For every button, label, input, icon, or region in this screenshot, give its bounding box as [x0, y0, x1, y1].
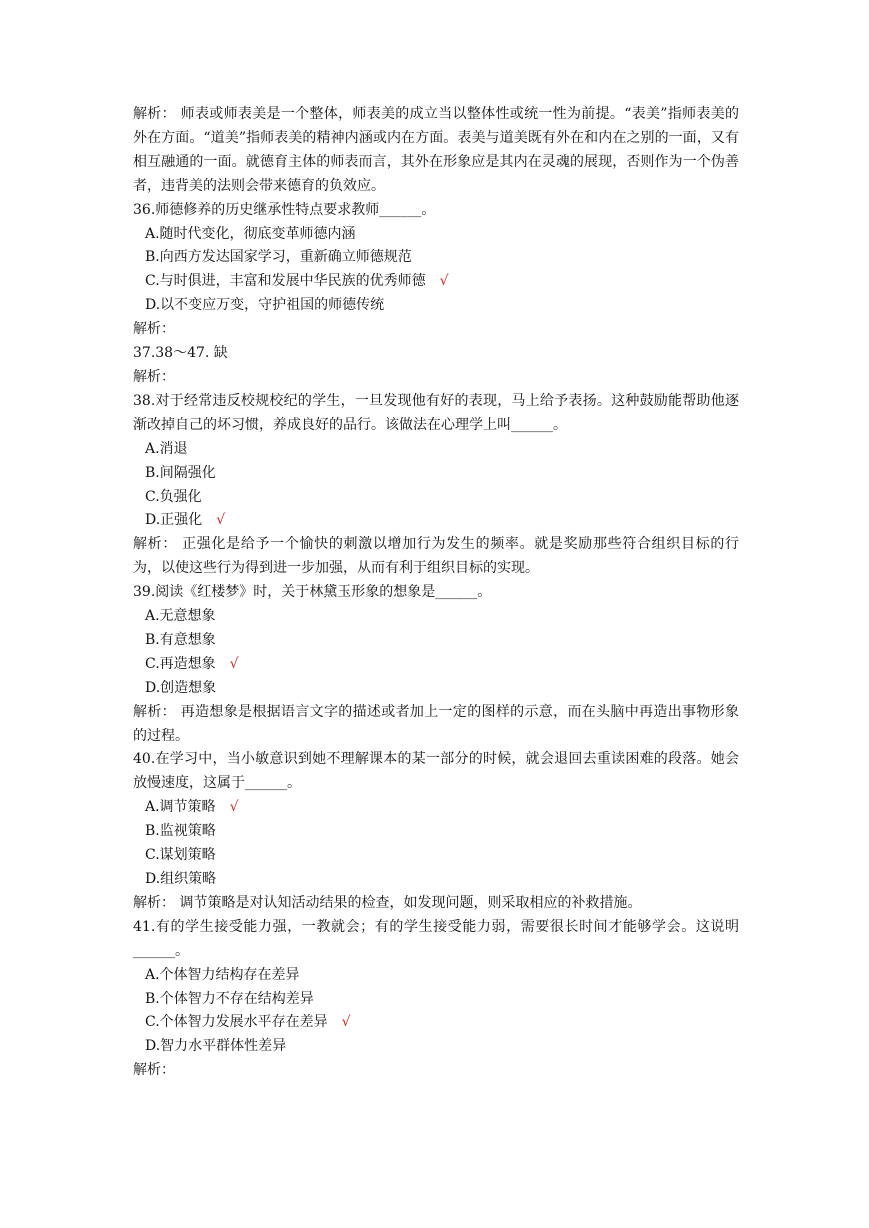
- answer-option: [133, 677, 739, 701]
- text-line: 37.38～47. 缺: [133, 345, 228, 362]
- option-text: A.消退: [145, 440, 188, 457]
- answer-option: [133, 796, 739, 820]
- option-text: A.无意想象: [145, 608, 216, 625]
- option-text: C.再造想象: [145, 655, 216, 672]
- correct-answer-check-icon: √: [341, 1014, 351, 1031]
- option-text: A.个体智力结构存在差异: [145, 966, 300, 983]
- option-text: C.个体智力发展水平存在差异: [145, 1014, 328, 1031]
- correct-answer-check-icon: √: [439, 273, 449, 290]
- answer-option: [133, 629, 739, 653]
- answer-option: [133, 462, 739, 486]
- answer-option: [133, 270, 739, 294]
- question-stem: 36.师德修养的历史继承性特点要求教师______。: [133, 201, 436, 218]
- option-text: D.正强化: [145, 512, 203, 529]
- question-stem: 39.阅读《红楼梦》时，关于林黛玉形象的想象是______。: [133, 584, 492, 601]
- explanation-paragraph: 解析： 师表或师表美是一个整体，师表美的成立当以整体性或统一性为前提。“表美”指师表美的外在方面。“道美”指师表美的精神内涵或内在方面。表美与道美既有外在和内在之别的一面，又有相互融通的一面。就德育主体的师表而言，其外在形象应是其内在灵魂的展现，否则作为一个伪善者，违背美的法则会带来德育的负效应。: [133, 106, 739, 194]
- option-text: B.有意想象: [145, 631, 216, 648]
- answer-option: [133, 820, 739, 844]
- option-text: D.组织策略: [145, 871, 217, 887]
- correct-answer-check-icon: √: [229, 799, 239, 816]
- answer-option: [133, 509, 739, 533]
- option-text: A.调节策略: [145, 799, 216, 816]
- answer-option: [133, 844, 739, 868]
- option-text: B.监视策略: [145, 823, 216, 840]
- option-text: C.负强化: [145, 488, 202, 505]
- answer-option: [133, 294, 739, 318]
- question-stem: 40.在学习中，当小敏意识到她不理解课本的某一部分的时候，就会退回去重读困难的段落。她会放慢速度，这属于______。: [133, 751, 739, 792]
- answer-option: [133, 988, 739, 1012]
- answer-option: [133, 1035, 739, 1059]
- explanation-paragraph: 解析： 正强化是给予一个愉快的刺激以增加行为发生的频率。就是奖励那些符合组织目标的行为，以使这些行为得到进一步加强，从而有利于组织目标的实现。: [133, 536, 739, 577]
- option-text: D.以不变应万变，守护祖国的师德传统: [145, 297, 385, 314]
- option-text: B.向西方发达国家学习，重新确立师德规范: [145, 249, 412, 266]
- answer-option: [133, 223, 739, 247]
- option-text: B.个体智力不存在结构差异: [145, 990, 314, 1007]
- option-text: A.随时代变化，彻底变革师德内涵: [145, 225, 356, 242]
- question-stem: 41.有的学生接受能力强，一教就会；有的学生接受能力弱，需要很长时间才能够学会。这说明______。: [133, 918, 739, 959]
- answer-option: [133, 605, 739, 629]
- correct-answer-check-icon: √: [216, 512, 226, 529]
- option-text: D.智力水平群体性差异: [145, 1038, 287, 1055]
- answer-option: [133, 653, 739, 677]
- question-stem: 38.对于经常违反校规校纪的学生，一旦发现他有好的表现，马上给予表扬。这种鼓励能帮助他逐渐改掉自己的坏习惯，养成良好的品行。该做法在心理学上叫______。: [133, 392, 739, 433]
- answer-option: [133, 868, 739, 892]
- explanation-paragraph: 解析： 调节策略是对认知活动结果的检查，如发现问题，则采取相应的补救措施。: [133, 894, 642, 911]
- answer-option: [133, 1011, 739, 1035]
- text-line: 解析：: [133, 368, 175, 385]
- option-text: B.间隔强化: [145, 464, 216, 481]
- answer-option: [133, 246, 739, 270]
- explanation-paragraph: 解析： 再造想象是根据语言文字的描述或者加上一定的图样的示意，而在头脑中再造出事物形象的过程。: [133, 703, 739, 744]
- option-text: C.与时俱进，丰富和发展中华民族的优秀师德: [145, 273, 426, 290]
- answer-option: [133, 438, 739, 462]
- text-line: 解析：: [133, 1062, 175, 1079]
- answer-option: [133, 964, 739, 988]
- answer-option: [133, 486, 739, 510]
- text-line: 解析：: [133, 321, 175, 338]
- option-text: D.创造想象: [145, 679, 217, 696]
- correct-answer-check-icon: √: [229, 655, 239, 672]
- document-content: [133, 103, 739, 1083]
- option-text: C.谋划策略: [145, 847, 216, 864]
